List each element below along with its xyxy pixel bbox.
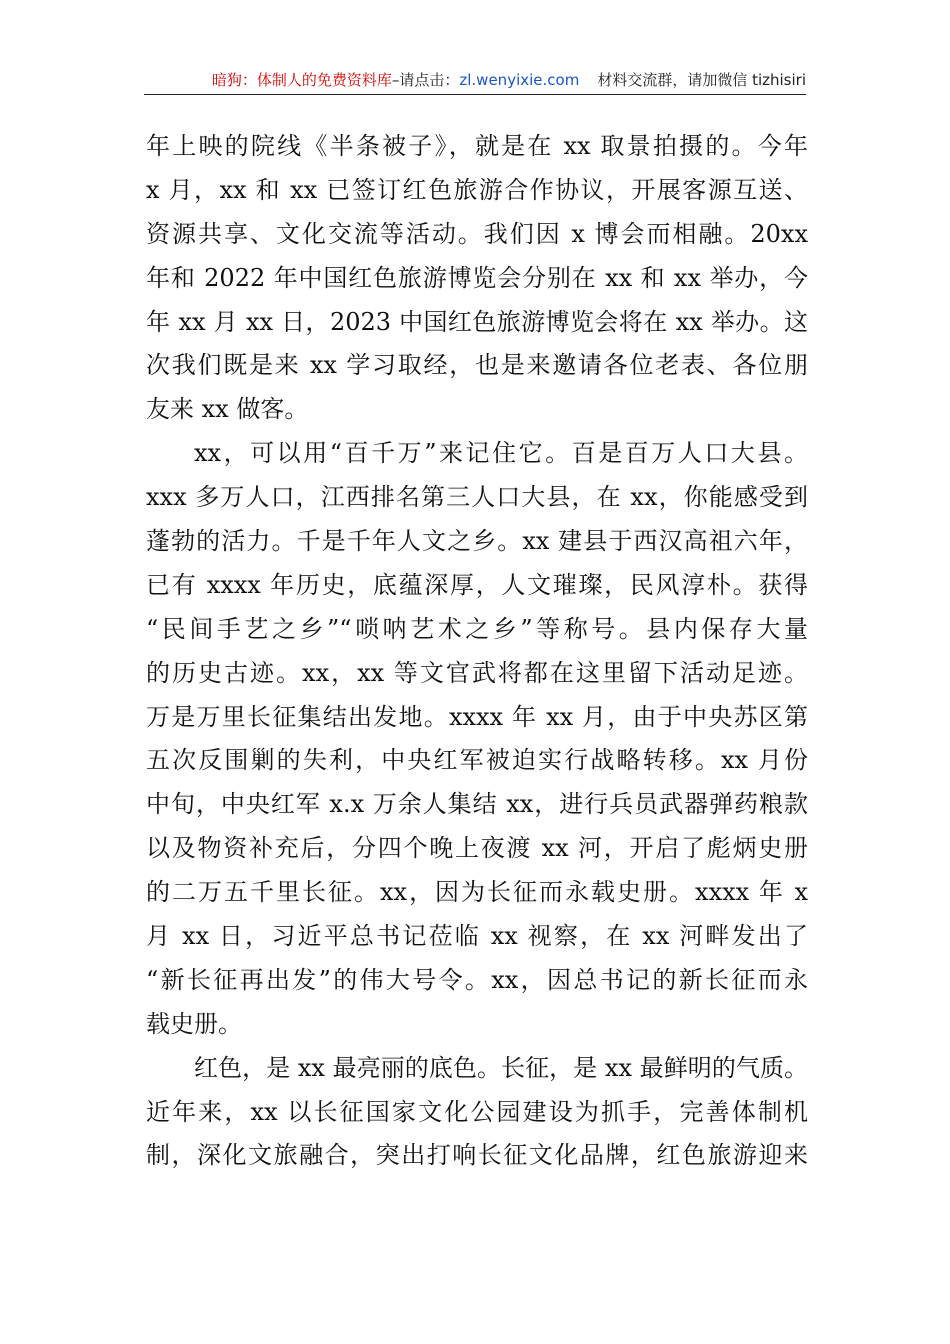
text-line: 载史册。 bbox=[146, 1009, 242, 1038]
paragraph bbox=[146, 125, 808, 432]
page-header bbox=[144, 70, 806, 95]
header-link[interactable]: zl.wenyixie.com bbox=[459, 71, 580, 89]
text-line: 蓬勃的活力。千是千年人文之乡。xx 建县于西汉高祖六年， bbox=[146, 527, 808, 556]
text-line: 友来 xx 做客。 bbox=[146, 395, 309, 424]
text-line: 中旬，中央红军 x.x 万余人集结 xx，进行兵员武器弹药粮款 bbox=[146, 790, 808, 819]
header-brand: 暗狗：体制人的免费资料库 bbox=[211, 71, 392, 89]
text-line: 万是万里长征集结出发地。xxxx 年 xx 月，由于中央苏区第 bbox=[146, 702, 808, 731]
text-line: 资源共享、文化交流等活动。我们因 x 博会而相融。20xx bbox=[146, 219, 808, 248]
paragraph bbox=[146, 1047, 808, 1179]
paragraph bbox=[146, 432, 808, 1046]
text-line: “民间手艺之乡”“唢呐艺术之乡”等称号。县内保存大量 bbox=[146, 614, 808, 643]
text-line: 近年来，xx 以长征国家文化公园建设为抓手，完善体制机 bbox=[146, 1097, 808, 1126]
text-line: 的二万五千里长征。xx，因为长征而永载史册。xxxx 年 x bbox=[146, 878, 808, 907]
text-line: 已有 xxxx 年历史，底蕴深厚，人文璀璨，民风淳朴。获得 bbox=[146, 570, 808, 599]
header-prompt: –请点击： bbox=[391, 71, 460, 89]
text-line: xxx 多万人口，江西排名第三人口大县，在 xx，你能感受到 bbox=[146, 483, 808, 512]
text-line: x 月，xx 和 xx 已签订红色旅游合作协议，开展客源互送、 bbox=[146, 175, 808, 204]
text-line: 制，深化文旅融合，突出打响长征文化品牌，红色旅游迎来 bbox=[146, 1141, 808, 1170]
text-line: 年和 2022 年中国红色旅游博览会分别在 xx 和 xx 举办，今 bbox=[146, 263, 808, 292]
text-line: 红色，是 xx 最亮丽的底色。长征，是 xx 最鲜明的气质。 bbox=[194, 1053, 808, 1082]
text-line: 年 xx 月 xx 日，2023 中国红色旅游博览会将在 xx 举办。这 bbox=[146, 307, 808, 336]
text-line: 以及物资补充后，分四个晚上夜渡 xx 河，开启了彪炳史册 bbox=[146, 834, 808, 863]
text-line: xx，可以用“百千万”来记住它。百是百万人口大县。 bbox=[194, 439, 808, 468]
text-line: 五次反围剿的失利，中央红军被迫实行战略转移。xx 月份 bbox=[146, 746, 808, 775]
text-line: 年上映的院线《半条被子》，就是在 xx 取景拍摄的。今年 bbox=[146, 132, 808, 160]
text-line: 月 xx 日，习近平总书记莅临 xx 视察，在 xx 河畔发出了 bbox=[146, 922, 808, 951]
header-wechat-note: 材料交流群，请加微信 tizhisiri bbox=[597, 71, 806, 89]
text-line: “新长征再出发”的伟大号令。xx，因总书记的新长征而永 bbox=[146, 965, 808, 994]
text-line: 的历史古迹。xx，xx 等文官武将都在这里留下活动足迹。 bbox=[146, 658, 808, 687]
document-body bbox=[146, 125, 808, 1178]
text-line: 次我们既是来 xx 学习取经，也是来邀请各位老表、各位朋 bbox=[146, 351, 808, 380]
